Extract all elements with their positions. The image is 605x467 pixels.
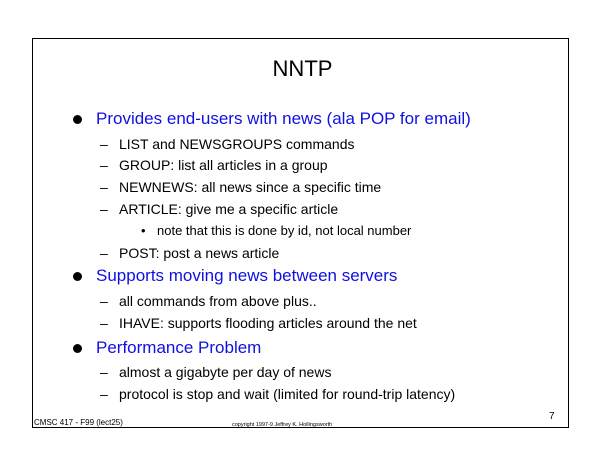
bullet-heading: Supports moving news between servers — [96, 266, 398, 285]
footer-copyright: copyright 1997-9 Jeffrey K. Hollingsworth — [232, 422, 333, 428]
dash-icon: – — [100, 201, 108, 217]
bullet-dot-icon — [73, 344, 82, 353]
sub-item — [0, 134, 605, 154]
bullet-item — [0, 264, 605, 288]
bullet-heading: Performance Problem — [96, 338, 262, 357]
slide-title: NNTP — [272, 56, 333, 81]
page-number: 7 — [549, 411, 555, 422]
footer-course: CMSC 417 - F99 (lect25) — [34, 418, 123, 427]
dash-icon: – — [100, 245, 108, 261]
sub-item — [0, 291, 605, 311]
sub-item-text: POST: post a news article — [119, 245, 280, 261]
sub-sub-item-text: note that this is done by id, not local number — [157, 223, 412, 238]
sub-item-text: GROUP: list all articles in a group — [119, 157, 328, 173]
dash-icon: – — [100, 293, 108, 309]
sub-item-text: LIST and NEWSGROUPS commands — [119, 136, 355, 152]
sub-item-text: ARTICLE: give me a specific article — [119, 201, 339, 217]
dash-icon: – — [100, 364, 108, 380]
dash-icon: – — [100, 179, 108, 195]
sub-item-text: NEWNEWS: all news since a specific time — [119, 179, 382, 195]
sub-item — [0, 313, 605, 333]
sub-item — [0, 384, 605, 404]
sub-item-text: protocol is stop and wait (limited for round-trip latency) — [119, 386, 456, 402]
dash-icon: – — [100, 157, 108, 173]
sub-item — [0, 199, 605, 219]
small-bullet-icon: • — [141, 223, 146, 238]
sub-sub-item — [0, 221, 605, 241]
sub-item-text: IHAVE: supports flooding articles around the net — [119, 315, 417, 331]
sub-item — [0, 362, 605, 382]
sub-item — [0, 243, 605, 263]
bullet-item — [0, 107, 605, 131]
dash-icon: – — [100, 315, 108, 331]
bullet-dot-icon — [73, 272, 82, 281]
sub-item-text: all commands from above plus.. — [119, 293, 317, 309]
bullet-dot-icon — [73, 115, 82, 124]
dash-icon: – — [100, 386, 108, 402]
dash-icon: – — [100, 136, 108, 152]
bullet-heading: Provides end-users with news (ala POP for email) — [96, 109, 471, 128]
sub-item — [0, 177, 605, 197]
sub-item — [0, 155, 605, 175]
sub-item-text: almost a gigabyte per day of news — [119, 364, 332, 380]
bullet-item — [0, 336, 605, 360]
